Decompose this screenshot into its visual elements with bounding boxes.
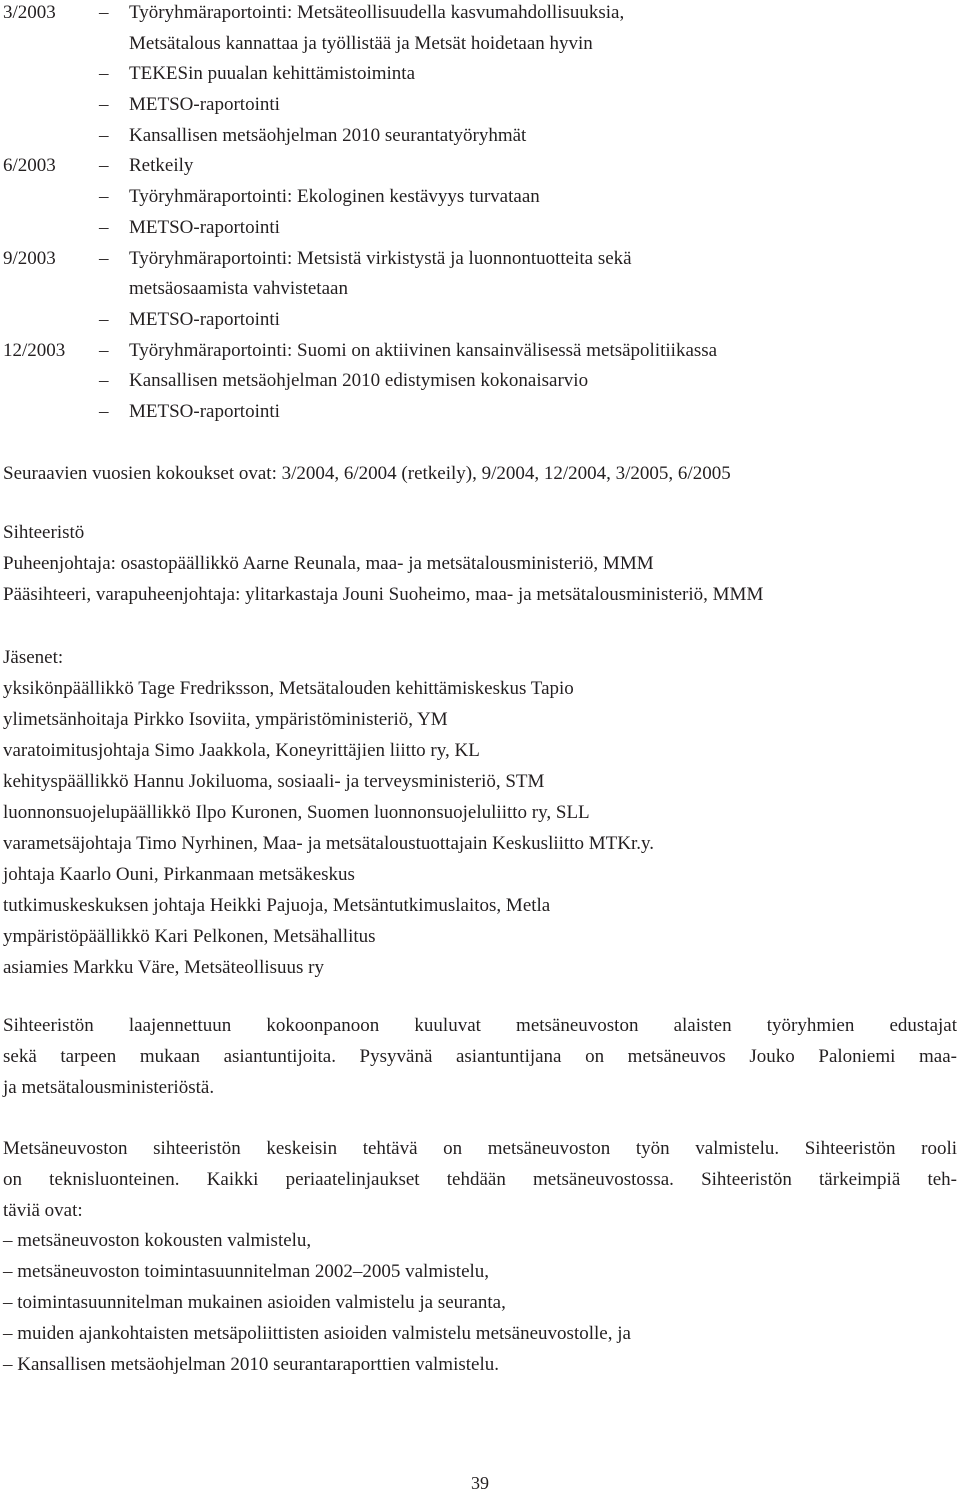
schedule-text: metsäosaamista vahvistetaan [129,278,348,300]
member-item: tutkimuskeskuksen johtaja Heikki Pajuoja, Metsäntutkimuslaitos, Metla [3,895,551,916]
schedule-row [3,215,953,246]
schedule-text: TEKESin puualan kehittämistoiminta [129,63,416,85]
schedule-dash: – [99,186,109,208]
schedule-text: Metsätalous kannattaa ja työllistää ja Metsät hoidetaan hyvin [129,32,593,54]
members-heading: Jäsenet: [3,647,64,668]
tasks-paragraph [3,1137,957,1230]
meetings-text: Seuraavien vuosien kokoukset ovat: 3/2004, 6/2004 (retkeily), 9/2004, 12/2004, 3/2005, 6/2005 [3,463,731,484]
task-item: – metsäneuvoston kokousten valmistelu, [3,1230,312,1251]
schedule-row [3,184,953,215]
schedule-text: Työryhmäraportointi: Metsäteollisuudella kasvumahdollisuuksia, [129,2,625,23]
schedule-dash: – [99,94,109,116]
schedule-dash: – [99,370,109,392]
schedule-text: METSO-raportointi [129,94,280,116]
member-item: varametsäjohtaja Timo Nyrhinen, Maa- ja metsätaloustuottajain Keskusliitto MTKr.y. [3,833,654,854]
secretariat-section [3,521,957,614]
schedule-dash: – [99,124,109,146]
meeting-schedule [3,0,953,430]
schedule-text: Työryhmäraportointi: Ekologinen kestävyys turvataan [129,186,540,208]
schedule-row [3,123,953,154]
schedule-row [3,399,953,430]
schedule-dash: – [99,339,109,361]
member-item: varatoimitusjohtaja Simo Jaakkola, Koneyrittäjien liitto ry, KL [3,740,480,761]
member-item: ympäristöpäällikkö Kari Pelkonen, Metsähallitus [3,926,376,947]
schedule-dash: – [99,155,109,177]
secretariat-heading: Sihteeristö [3,522,85,543]
schedule-row [3,61,953,92]
schedule-text: Kansallisen metsäohjelman 2010 edistymisen kokonaisarvio [129,370,589,392]
schedule-text: METSO-raportointi [129,308,280,330]
paragraph-line: on teknisluonteinen. Kaikki periaatelinjaukset tehdään metsäneuvostossa. Sihteeristön tärkeimpiä teh- [3,1169,957,1190]
member-item: ylimetsänhoitaja Pirkko Isoviita, ympäristöministeriö, YM [3,709,448,730]
paragraph-line: täviä ovat: [3,1200,83,1221]
schedule-dash: – [99,308,109,330]
schedule-dash: – [99,2,109,23]
tasks-list [3,1229,957,1384]
schedule-row [3,307,953,338]
member-item: yksikönpäällikkö Tage Fredriksson, Metsätalouden kehittämiskeskus Tapio [3,678,574,699]
schedule-text: Kansallisen metsäohjelman 2010 seurantatyöryhmät [129,124,527,146]
schedule-row [3,246,953,277]
extended-composition-paragraph [3,1014,957,1107]
member-item: kehityspäällikkö Hannu Jokiluoma, sosiaali- ja terveysministeriö, STM [3,771,545,792]
page-number: 39 [471,1473,489,1493]
schedule-row [3,338,953,369]
schedule-row [3,276,953,307]
task-item: – metsäneuvoston toimintasuunnitelman 2002–2005 valmistelu, [3,1261,490,1282]
schedule-row [3,31,953,62]
schedule-date: 3/2003 [3,2,56,23]
schedule-text: METSO-raportointi [129,400,280,422]
schedule-dash: – [99,247,109,269]
members-section [3,646,957,987]
schedule-dash: – [99,400,109,422]
schedule-row [3,0,953,31]
schedule-date: 6/2003 [3,155,56,177]
schedule-date: 9/2003 [3,247,56,269]
schedule-text: METSO-raportointi [129,216,280,238]
task-item: – Kansallisen metsäohjelman 2010 seurantaraporttien valmistelu. [3,1354,499,1375]
member-item: johtaja Kaarlo Ouni, Pirkanmaan metsäkeskus [3,864,355,885]
schedule-date: 12/2003 [3,339,66,361]
schedule-dash: – [99,216,109,238]
paragraph-line: sekä tarpeen mukaan asiantuntijoita. Pysyvänä asiantuntijana on metsäneuvos Jouko Paloniemi maa- [3,1046,957,1067]
secretariat-chair: Puheenjohtaja: osastopäällikkö Aarne Reunala, maa- ja metsätalousministeriö, MMM [3,553,654,574]
member-item: luonnonsuojelupäällikkö Ilpo Kuronen, Suomen luonnonsuojeluliitto ry, SLL [3,802,590,823]
schedule-dash: – [99,63,109,85]
schedule-row [3,92,953,123]
schedule-row [3,368,953,399]
secretariat-secretary: Pääsihteeri, varapuheenjohtaja: ylitarkastaja Jouni Suoheimo, maa- ja metsätalousministeriö, MMM [3,584,764,605]
task-item: – muiden ajankohtaisten metsäpoliittisten asioiden valmistelu metsäneuvostolle, ja [3,1323,631,1344]
schedule-row [3,153,953,184]
member-item: asiamies Markku Väre, Metsäteollisuus ry [3,957,324,978]
schedule-text: Työryhmäraportointi: Metsistä virkistystä ja luonnontuotteita sekä [129,247,632,269]
paragraph-line: Sihteeristön laajennettuun kokoonpanoon kuuluvat metsäneuvoston alaisten työryhmien edustajat [3,1015,957,1036]
schedule-text: Työryhmäraportointi: Suomi on aktiivinen kansainvälisessä metsäpolitiikassa [129,339,718,361]
paragraph-line: Metsäneuvoston sihteeristön keskeisin tehtävä on metsäneuvoston työn valmistelu. Sihteeristön rooli [3,1138,957,1159]
schedule-text: Retkeily [129,155,194,177]
paragraph-line: ja metsätalousministeriöstä. [3,1077,215,1098]
meetings-note [3,462,957,493]
task-item: – toimintasuunnitelman mukainen asioiden valmistelu ja seuranta, [3,1292,506,1313]
